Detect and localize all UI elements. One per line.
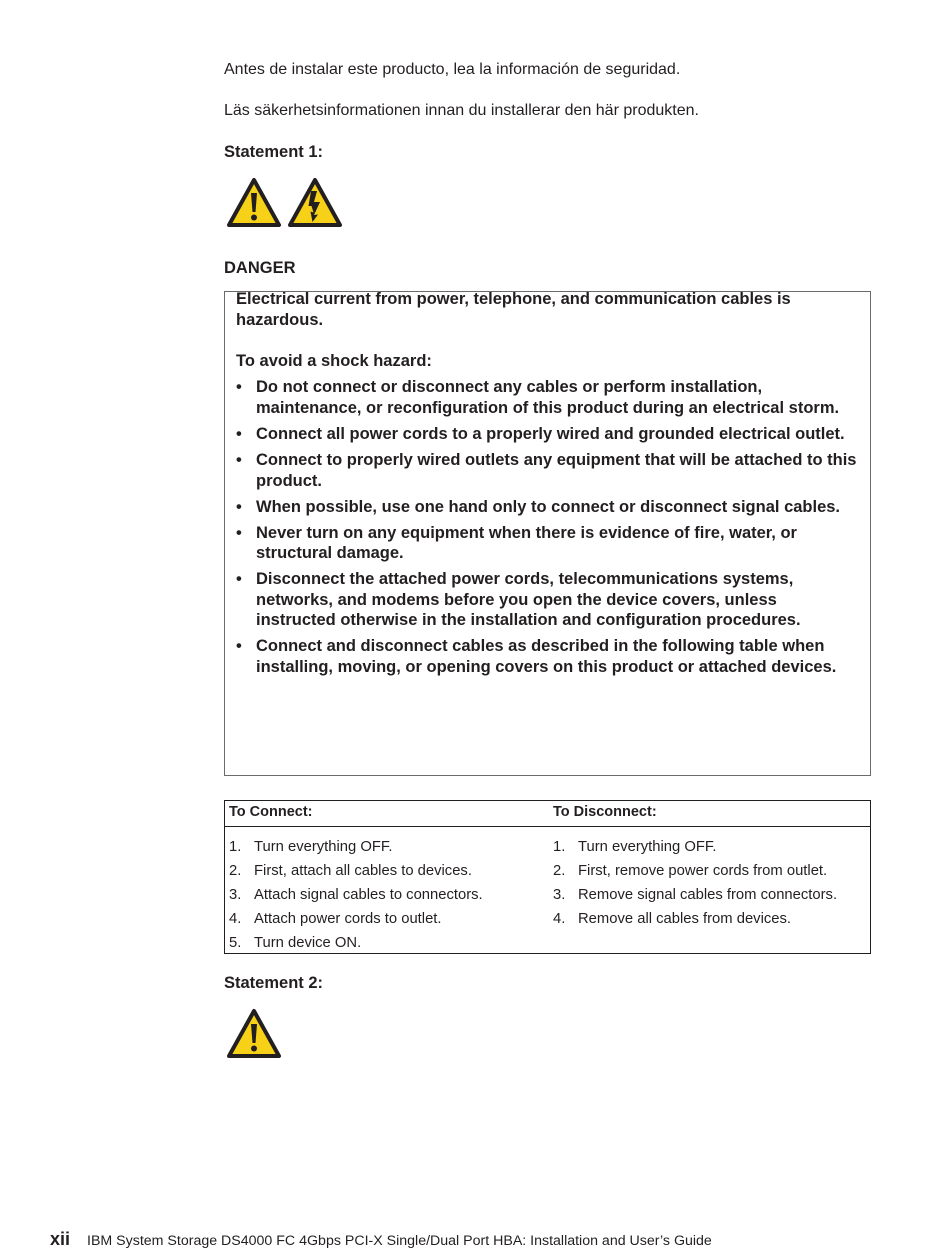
step-number: 1. bbox=[553, 839, 566, 855]
bullet: • bbox=[236, 523, 242, 542]
to-connect-header: To Connect: bbox=[229, 804, 313, 820]
intro-spanish: Antes de instalar este producto, lea la información de seguridad. bbox=[224, 61, 681, 78]
table-row bbox=[553, 835, 837, 859]
statement-2-icons bbox=[226, 1008, 282, 1059]
step-text: First, attach all cables to devices. bbox=[254, 863, 472, 879]
cable-connection-table bbox=[224, 800, 871, 954]
hazard-line-2: hazardous. bbox=[236, 310, 324, 329]
book-title: IBM System Storage DS4000 FC 4Gbps PCI-X Single/Dual Port HBA: Installation and User’s Guide bbox=[87, 1233, 712, 1249]
step-number: 4. bbox=[553, 911, 566, 927]
bullet: • bbox=[236, 637, 242, 656]
bullet: • bbox=[236, 424, 242, 443]
hazard-statement bbox=[236, 289, 861, 330]
list-item-text: Connect and disconnect cables as described in the following table when installing, moving, or opening covers on this product or attached devices. bbox=[256, 637, 837, 676]
list-item bbox=[236, 569, 861, 631]
hazard-line-1: Electrical current from power, telephone, and communication cables is bbox=[236, 290, 791, 308]
list-item bbox=[236, 497, 861, 518]
connect-steps bbox=[229, 835, 483, 955]
list-item bbox=[236, 523, 861, 564]
table-row bbox=[229, 931, 483, 955]
statement-2-title: Statement 2: bbox=[224, 974, 324, 992]
table-row bbox=[553, 859, 837, 883]
step-number: 2. bbox=[553, 863, 566, 879]
table-row bbox=[229, 883, 483, 907]
step-number: 4. bbox=[229, 911, 242, 927]
list-item bbox=[236, 377, 861, 418]
danger-signal-word: DANGER bbox=[224, 259, 296, 277]
list-item-text: Do not connect or disconnect any cables or perform installation, maintenance, or reconfiguration of this product during an electrical storm. bbox=[256, 378, 840, 417]
step-text: First, remove power cords from outlet. bbox=[578, 863, 828, 879]
step-text: Turn device ON. bbox=[254, 935, 362, 951]
table-row bbox=[553, 883, 837, 907]
table-row bbox=[229, 835, 483, 859]
list-item-text: Connect all power cords to a properly wired and grounded electrical outlet. bbox=[256, 424, 845, 443]
danger-notice-content bbox=[236, 289, 861, 683]
step-text: Attach power cords to outlet. bbox=[254, 911, 442, 927]
step-text: Turn everything OFF. bbox=[578, 839, 717, 855]
step-number: 3. bbox=[229, 887, 242, 903]
list-item-text: Disconnect the attached power cords, telecommunications systems, networks, and modems before you open the device covers, unless instructed otherwise in the installation and configuration procedures. bbox=[256, 570, 801, 630]
bullet: • bbox=[236, 570, 242, 589]
general-caution-icon bbox=[226, 1008, 282, 1059]
list-item-text: When possible, use one hand only to connect or disconnect signal cables. bbox=[256, 497, 841, 516]
list-item bbox=[236, 424, 861, 445]
step-number: 5. bbox=[229, 935, 242, 951]
electrical-hazard-icon bbox=[287, 177, 343, 228]
step-text: Turn everything OFF. bbox=[254, 839, 393, 855]
bullet: • bbox=[236, 497, 242, 516]
page-footer bbox=[50, 1229, 712, 1250]
danger-instructions-list bbox=[236, 377, 861, 677]
step-text: Remove all cables from devices. bbox=[578, 911, 791, 927]
general-caution-icon bbox=[226, 177, 282, 228]
avoid-shock-heading: To avoid a shock hazard: bbox=[236, 351, 432, 370]
list-item bbox=[236, 450, 861, 491]
danger-notice-box bbox=[224, 291, 871, 776]
step-number: 3. bbox=[553, 887, 566, 903]
statement-1-icons bbox=[226, 177, 343, 228]
bullet: • bbox=[236, 378, 242, 397]
table-row bbox=[229, 907, 483, 931]
table-row bbox=[229, 859, 483, 883]
intro-swedish: Läs säkerhetsinformationen innan du installerar den här produkten. bbox=[224, 102, 699, 119]
step-text: Attach signal cables to connectors. bbox=[254, 887, 483, 903]
statement-1-title: Statement 1: bbox=[224, 143, 324, 161]
list-item-text: Connect to properly wired outlets any equipment that will be attached to this product. bbox=[256, 450, 857, 490]
bullet: • bbox=[236, 450, 242, 469]
list-item bbox=[236, 636, 861, 677]
page-number: xii bbox=[50, 1229, 71, 1249]
to-disconnect-header: To Disconnect: bbox=[553, 804, 657, 820]
list-item-text: Never turn on any equipment when there is evidence of fire, water, or structural damage. bbox=[256, 523, 797, 563]
disconnect-steps bbox=[553, 835, 837, 931]
step-number: 1. bbox=[229, 839, 242, 855]
table-header bbox=[225, 801, 870, 827]
step-text: Remove signal cables from connectors. bbox=[578, 887, 838, 903]
step-number: 2. bbox=[229, 863, 242, 879]
table-row bbox=[553, 907, 837, 931]
